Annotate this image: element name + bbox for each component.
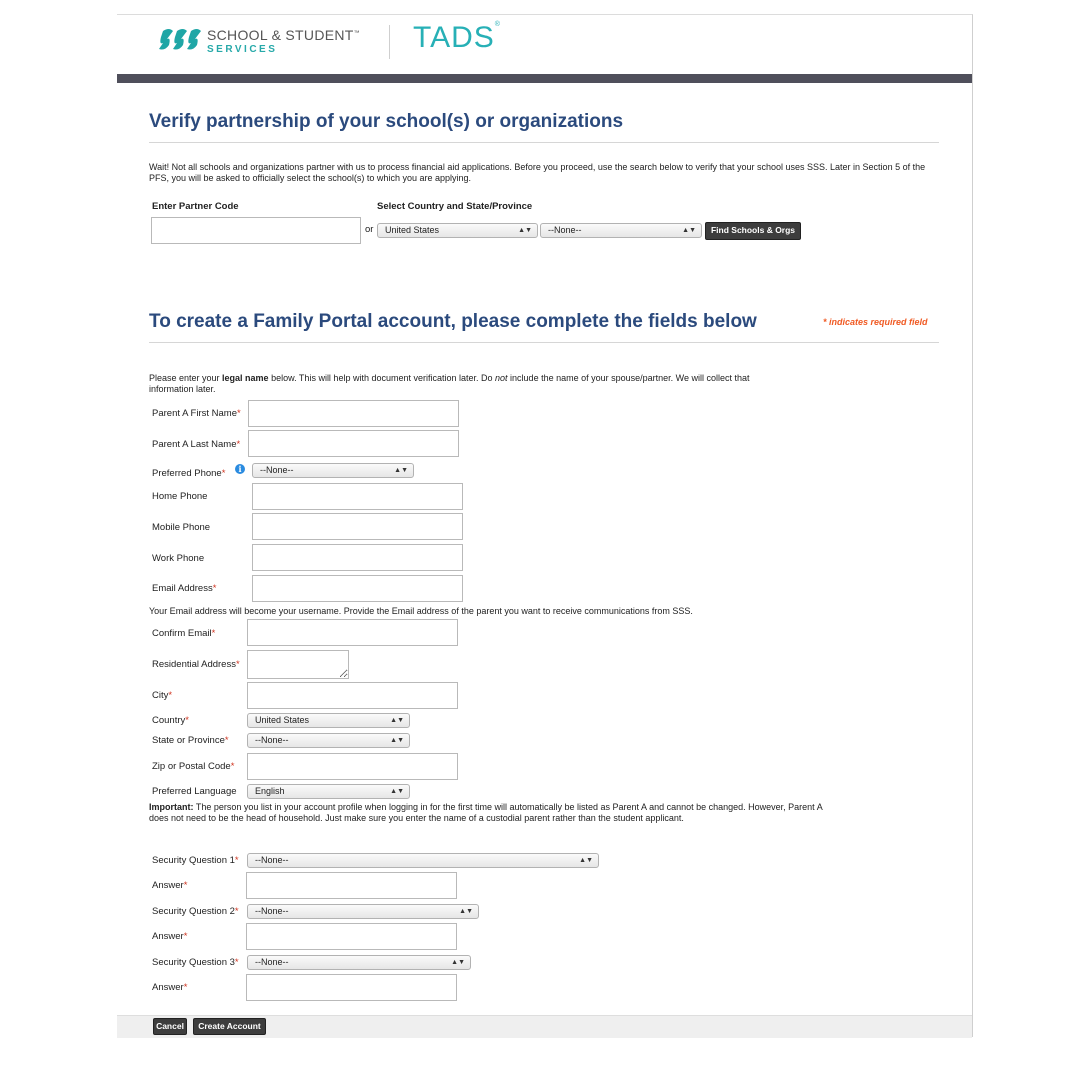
first-name-input[interactable] [248, 400, 459, 427]
last-name-label: Parent A Last Name* [152, 439, 241, 450]
info-icon[interactable]: i [235, 464, 245, 474]
sss-logo-icon [157, 25, 203, 55]
preferred-phone-label: Preferred Phone* [152, 468, 226, 479]
security-question-3-select[interactable]: --None-- ▲▼ [247, 955, 471, 970]
select-arrows-icon: ▲▼ [579, 857, 593, 864]
security-question-1-select[interactable]: --None-- ▲▼ [247, 853, 599, 868]
answer-3-input[interactable] [246, 974, 457, 1001]
answer-2-label: Answer* [152, 931, 188, 942]
verify-intro: Wait! Not all schools and organizations partner with us to process financial aid applications. Before you proceed, use the search below to verify that your school uses SSS. Later in Section 5 of the PFS, you will be asked to officially select the school(s) to which you are applying. [149, 162, 926, 183]
divider [149, 342, 939, 343]
create-account-button[interactable]: Create Account [193, 1018, 266, 1035]
home-phone-input[interactable] [252, 483, 463, 510]
required-note: * indicates required field [823, 317, 928, 327]
select-arrows-icon: ▲▼ [459, 908, 473, 915]
language-select[interactable]: English ▲▼ [247, 784, 410, 799]
tads-logo: TADS® [413, 21, 501, 54]
answer-3-label: Answer* [152, 982, 188, 993]
preferred-phone-select[interactable]: --None-- ▲▼ [252, 463, 414, 478]
answer-1-label: Answer* [152, 880, 188, 891]
create-title: To create a Family Portal account, please complete the fields below [149, 311, 757, 332]
country-label: Country* [152, 715, 189, 726]
address-label: Residential Address* [152, 659, 240, 670]
state-label: State or Province* [152, 735, 229, 746]
select-arrows-icon: ▲▼ [518, 227, 532, 234]
header-bar [117, 74, 972, 83]
select-arrows-icon: ▲▼ [451, 959, 465, 966]
sss-logo-subtext: SERVICES [207, 44, 278, 55]
email-note: Your Email address will become your username. Provide the Email address of the parent you want to receive communications from SSS. [149, 606, 693, 616]
zip-input[interactable] [247, 753, 458, 780]
important-note: Important: The person you list in your account profile when logging in for the first time will automatically be listed as Parent A and cannot be changed. However, Parent A does not need to be the head of household. Just make sure you enter the name of a custodial parent rather than the student applicant. [149, 802, 823, 823]
confirm-email-label: Confirm Email* [152, 628, 216, 639]
cancel-button[interactable]: Cancel [153, 1018, 187, 1035]
security-question-2-label: Security Question 2* [152, 906, 239, 917]
verify-country-select[interactable]: United States ▲▼ [377, 223, 538, 238]
last-name-input[interactable] [248, 430, 459, 457]
language-label: Preferred Language [152, 786, 237, 797]
partner-code-label: Enter Partner Code [152, 201, 239, 212]
country-state-label: Select Country and State/Province [377, 201, 533, 212]
select-arrows-icon: ▲▼ [390, 737, 404, 744]
city-label: City* [152, 690, 173, 701]
page-frame [117, 14, 973, 1037]
answer-2-input[interactable] [246, 923, 457, 950]
confirm-email-input[interactable] [247, 619, 458, 646]
mobile-phone-label: Mobile Phone [152, 522, 211, 533]
select-arrows-icon: ▲▼ [390, 788, 404, 795]
mobile-phone-input[interactable] [252, 513, 463, 540]
logo-divider [389, 25, 390, 59]
answer-1-input[interactable] [246, 872, 457, 899]
select-arrows-icon: ▲▼ [394, 467, 408, 474]
work-phone-label: Work Phone [152, 553, 205, 564]
first-name-label: Parent A First Name* [152, 408, 241, 419]
city-input[interactable] [247, 682, 458, 709]
email-label: Email Address* [152, 583, 217, 594]
select-arrows-icon: ▲▼ [390, 717, 404, 724]
zip-label: Zip or Postal Code* [152, 761, 235, 772]
divider [149, 142, 939, 143]
security-question-1-label: Security Question 1* [152, 855, 239, 866]
security-question-2-select[interactable]: --None-- ▲▼ [247, 904, 479, 919]
address-textarea[interactable] [247, 650, 349, 679]
work-phone-input[interactable] [252, 544, 463, 571]
select-arrows-icon: ▲▼ [682, 227, 696, 234]
legal-name-intro: Please enter your legal name below. This will help with document verification later. Do not include the name of your spouse/partner. We will collect that information later. [149, 373, 750, 394]
partner-code-input[interactable] [151, 217, 361, 244]
email-input[interactable] [252, 575, 463, 602]
verify-state-select[interactable]: --None-- ▲▼ [540, 223, 702, 238]
find-schools-button[interactable]: Find Schools & Orgs [705, 222, 801, 240]
home-phone-label: Home Phone [152, 491, 208, 502]
country-select[interactable]: United States ▲▼ [247, 713, 410, 728]
state-select[interactable]: --None-- ▲▼ [247, 733, 410, 748]
or-label: or [365, 224, 374, 235]
verify-title: Verify partnership of your school(s) or organizations [149, 111, 624, 132]
security-question-3-label: Security Question 3* [152, 957, 239, 968]
sss-logo-text: SCHOOL & STUDENT™ [207, 27, 360, 43]
header [117, 15, 972, 74]
